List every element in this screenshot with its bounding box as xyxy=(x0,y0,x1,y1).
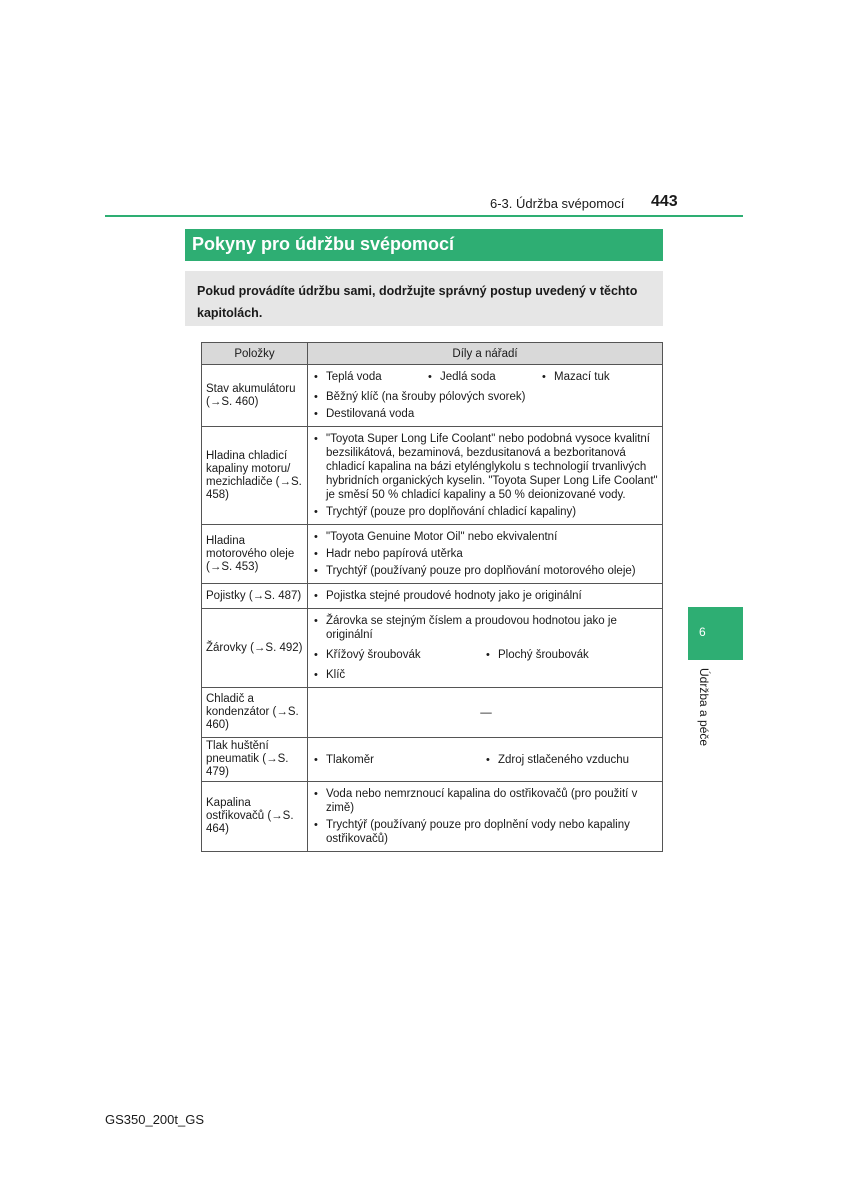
table-row xyxy=(202,688,663,738)
table-row xyxy=(202,738,663,782)
table-row xyxy=(202,365,663,427)
bullet-icon: • xyxy=(314,531,318,543)
chapter-tab xyxy=(688,607,743,660)
tools-cell xyxy=(308,688,663,738)
list-item: • Voda nebo nemrznoucí kapalina do ostřikovačů (pro použití v zimě) xyxy=(314,788,638,814)
tools-cell xyxy=(308,782,663,852)
list-item: • Klíč xyxy=(314,669,346,681)
empty-dash: — xyxy=(480,706,492,719)
table-row xyxy=(202,584,663,609)
item-cell: Stav akumulátoru (→S. 460) xyxy=(202,365,308,427)
list-item: • Trychtýř (používaný pouze pro doplnění vody nebo kapaliny ostřikovačů) xyxy=(314,819,630,845)
intro-box xyxy=(185,271,663,326)
bullet-icon: • xyxy=(314,391,318,403)
table-row xyxy=(202,525,663,584)
item-cell: Hladina chladicí kapaliny motoru/ mezichladiče (→S. 458) xyxy=(202,427,308,525)
running-header-section: 6-3. Údržba svépomocí xyxy=(490,196,625,211)
page-number: 443 xyxy=(651,193,678,210)
intro-text: Pokud provádíte údržbu sami, dodržujte správný postup uvedený v těchto kapitolách. xyxy=(197,284,638,320)
list-item: • Křížový šroubovák xyxy=(314,649,421,661)
item-cell: Tlak huštění pneumatik (→S. 479) xyxy=(202,738,308,782)
footer-model-code: GS350_200t_GS xyxy=(105,1112,205,1127)
list-item: • Hadr nebo papírová utěrka xyxy=(314,548,463,560)
table-row xyxy=(202,782,663,852)
section-title: Pokyny pro údržbu svépomocí xyxy=(192,234,455,254)
tools-cell xyxy=(308,609,663,688)
list-item: • Zdroj stlačeného vzduchu xyxy=(486,753,630,766)
bullet-icon: • xyxy=(314,408,318,420)
list-item: • Běžný klíč (na šrouby pólových svorek) xyxy=(314,391,526,403)
chapter-number: 6 xyxy=(699,625,706,639)
list-item: • "Toyota Genuine Motor Oil" nebo ekvivalentní xyxy=(314,531,558,543)
bullet-icon: • xyxy=(314,433,318,445)
list-item: • Trychtýř (pouze pro doplňování chladicí kapaliny) xyxy=(314,506,577,518)
item-cell: Pojistky (→S. 487) xyxy=(202,584,308,609)
tools-cell xyxy=(308,365,663,427)
bullet-icon: • xyxy=(486,753,490,766)
column-header-items: Položky xyxy=(202,343,308,365)
tools-cell xyxy=(308,525,663,584)
list-item: • Plochý šroubovák xyxy=(486,649,589,661)
list-item: • Trychtýř (používaný pouze pro doplňování motorového oleje) xyxy=(314,565,636,577)
bullet-icon: • xyxy=(428,371,432,383)
chapter-label: Údržba a péče xyxy=(697,668,711,747)
bullet-icon: • xyxy=(542,371,546,383)
bullet-icon: • xyxy=(314,615,318,627)
bullet-icon: • xyxy=(314,669,318,681)
list-item: • Destilovaná voda xyxy=(314,408,415,420)
list-item: • Mazací tuk xyxy=(542,371,610,383)
bullet-icon: • xyxy=(314,649,318,661)
tools-cell xyxy=(308,584,663,609)
bullet-icon: • xyxy=(314,819,318,831)
bullet-icon: • xyxy=(314,753,318,766)
column-header-tools: Díly a nářadí xyxy=(308,343,663,365)
table-header-row xyxy=(202,343,663,365)
bullet-icon: • xyxy=(314,548,318,560)
bullet-icon: • xyxy=(314,788,318,800)
table-row xyxy=(202,427,663,525)
bullet-icon: • xyxy=(486,649,490,661)
bullet-icon: • xyxy=(314,590,318,602)
tools-cell xyxy=(308,738,663,782)
list-item: • Žárovka se stejným číslem a proudovou hodnotou jako je originální xyxy=(314,615,617,641)
header-rule xyxy=(105,215,743,217)
item-cell: Hladina motorového oleje (→S. 453) xyxy=(202,525,308,584)
list-item: • Jedlá soda xyxy=(428,371,496,383)
section-title-bar xyxy=(185,229,663,261)
bullet-icon: • xyxy=(314,565,318,577)
bullet-icon: • xyxy=(314,371,318,383)
table-row xyxy=(202,609,663,688)
list-item: • Pojistka stejné proudové hodnoty jako je originální xyxy=(314,590,582,602)
item-cell: Kapalina ostřikovačů (→S. 464) xyxy=(202,782,308,852)
item-cell: Chladič a kondenzátor (→S. 460) xyxy=(202,688,308,738)
list-item: • "Toyota Super Long Life Coolant" nebo podobná vysoce kvalitní bezsilikátová, bezaminová, bezdusitanová a bezboritanová chladicí kapalina na bázi etylénglykolu s technologií trvanlivých hybridních organických kyselin. "Toyota Super Long Life Coolant" je směsí 50 % chladicí kapaliny a 50 % deionizované vody. xyxy=(314,433,658,501)
list-item: • Teplá voda xyxy=(314,371,382,383)
tools-cell xyxy=(308,427,663,525)
bullet-icon: • xyxy=(314,506,318,518)
item-cell: Žárovky (→S. 492) xyxy=(202,609,308,688)
list-item: • Tlakoměr xyxy=(314,753,374,766)
parts-table xyxy=(201,342,663,852)
